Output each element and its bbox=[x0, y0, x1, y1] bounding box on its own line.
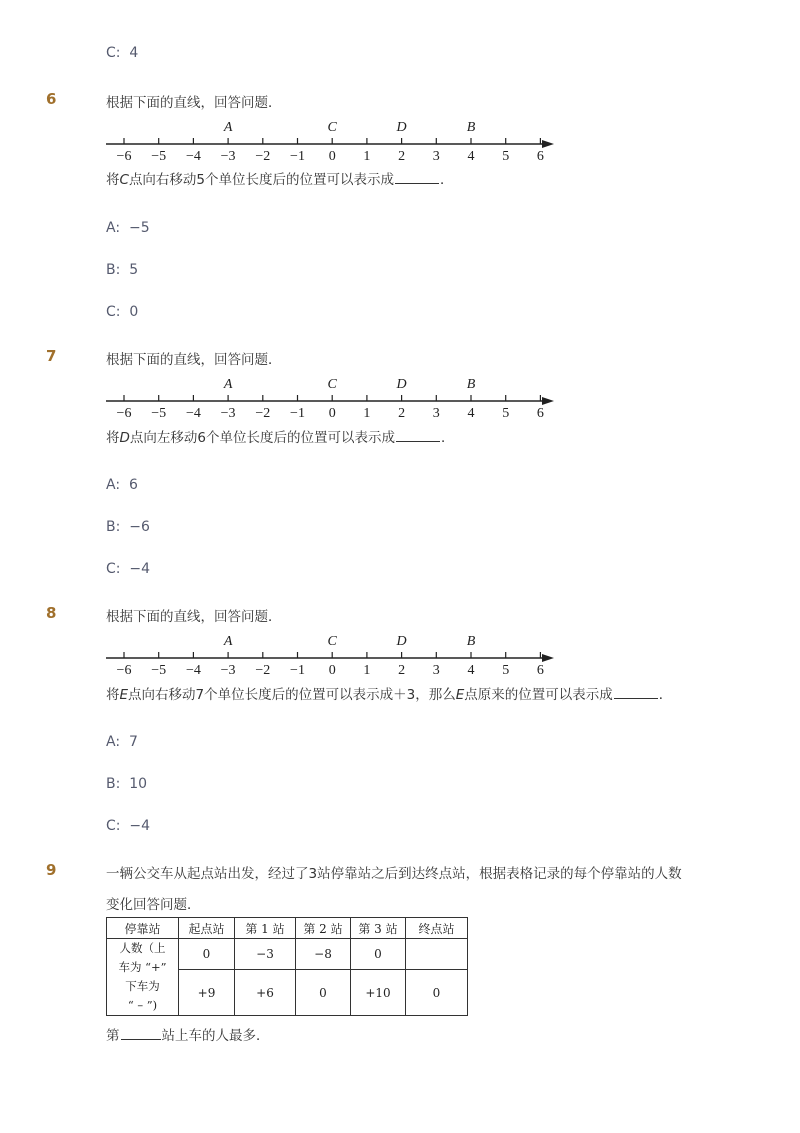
table-row bbox=[107, 939, 468, 970]
answer-blank bbox=[121, 1027, 161, 1040]
option-letter: C: bbox=[106, 45, 121, 61]
option-b[interactable] bbox=[106, 776, 147, 792]
tick-label: −2 bbox=[255, 406, 271, 421]
question-stem bbox=[106, 683, 672, 703]
tick-label: 1 bbox=[363, 406, 371, 421]
option-a[interactable] bbox=[106, 477, 138, 493]
point-label-d: D bbox=[396, 377, 407, 392]
table-cell: 0 bbox=[351, 939, 406, 970]
stem-text: 将 bbox=[106, 430, 120, 446]
table-header-cell: 终点站 bbox=[406, 918, 468, 939]
table-header-cell: 停靠站 bbox=[107, 918, 179, 939]
option-value: 5 bbox=[129, 262, 139, 278]
tick-label: −2 bbox=[255, 663, 271, 678]
question-number: 6 bbox=[46, 90, 57, 108]
tick-label: −6 bbox=[116, 406, 132, 421]
answer-blank bbox=[395, 171, 439, 184]
point-label-d: D bbox=[396, 634, 407, 649]
point-label: E bbox=[119, 687, 129, 703]
table-header-cell: 第 3 站 bbox=[351, 918, 406, 939]
row-label-line: 下车为 bbox=[125, 979, 160, 993]
stem-end: ． bbox=[440, 172, 454, 188]
answer-blank bbox=[396, 429, 440, 442]
number-line bbox=[100, 110, 560, 166]
point-label: C bbox=[119, 172, 129, 188]
point-label-a: A bbox=[223, 634, 233, 649]
tick-label: 4 bbox=[467, 149, 475, 164]
option-value: −5 bbox=[128, 220, 150, 236]
tick-label: −1 bbox=[290, 663, 305, 678]
option-c[interactable] bbox=[106, 304, 138, 320]
point-label-c: C bbox=[327, 120, 337, 135]
option-b[interactable] bbox=[106, 519, 150, 535]
question-answer-line bbox=[106, 1024, 270, 1044]
option-value: −4 bbox=[129, 818, 151, 834]
tick-label: 1 bbox=[363, 663, 371, 678]
stem-end: ． bbox=[441, 430, 455, 446]
option-c-prev bbox=[106, 45, 138, 61]
question-stem bbox=[106, 168, 454, 188]
option-value: 0 bbox=[129, 304, 139, 320]
option-c[interactable] bbox=[106, 818, 150, 834]
point-label-a: A bbox=[223, 120, 233, 135]
table-cell: −3 bbox=[235, 939, 296, 970]
stem-end: ． bbox=[658, 687, 673, 703]
tick-label: −5 bbox=[151, 149, 167, 164]
tick-label: −3 bbox=[220, 663, 236, 678]
option-letter: C: bbox=[106, 304, 121, 320]
question-number: 9 bbox=[46, 861, 57, 879]
row-label-line: 车为 “+” bbox=[118, 960, 167, 974]
point-label-c: C bbox=[327, 377, 337, 392]
question-intro: 根据下面的直线，回答问题． bbox=[106, 95, 282, 111]
arrow-head bbox=[542, 654, 554, 662]
stem-text: 点向右移动5个单位长度后的位置可以表示成 bbox=[128, 172, 395, 188]
tick-label: 6 bbox=[536, 663, 544, 678]
tick-label: 6 bbox=[536, 149, 544, 164]
option-letter: C: bbox=[106, 561, 121, 577]
tick-label: 4 bbox=[467, 663, 475, 678]
point-label-b: B bbox=[466, 120, 476, 135]
tick-label: −4 bbox=[185, 663, 201, 678]
tick-label: −4 bbox=[185, 149, 201, 164]
stem-text: 将 bbox=[106, 687, 120, 703]
option-value: 4 bbox=[129, 45, 139, 61]
tick-label: 5 bbox=[502, 663, 510, 678]
option-value: 7 bbox=[128, 734, 138, 750]
tick-label: 0 bbox=[328, 406, 336, 421]
table-cell: +9 bbox=[179, 970, 235, 1016]
tick-label: −5 bbox=[151, 406, 167, 421]
option-a[interactable] bbox=[106, 734, 138, 750]
table-cell: 0 bbox=[406, 970, 468, 1016]
option-letter: B: bbox=[106, 262, 121, 278]
table-cell: +10 bbox=[351, 970, 406, 1016]
number-line bbox=[100, 367, 560, 423]
tick-label: −5 bbox=[151, 663, 167, 678]
point-label-b: B bbox=[466, 377, 476, 392]
tick-label: −3 bbox=[220, 149, 236, 164]
option-letter: A: bbox=[106, 477, 121, 493]
tick-label: 6 bbox=[536, 406, 544, 421]
table-header-cell: 第 1 站 bbox=[235, 918, 296, 939]
option-a[interactable] bbox=[106, 220, 150, 236]
option-b[interactable] bbox=[106, 262, 138, 278]
option-value: −4 bbox=[129, 561, 151, 577]
table-cell bbox=[406, 939, 468, 970]
question-text-line1: 一辆公交车从起点站出发，经过了3站停靠站之后到达终点站，根据表格记录的每个停靠站的人数 bbox=[106, 866, 682, 882]
stem-text: 站上车的人最多． bbox=[161, 1028, 270, 1044]
bus-stop-table bbox=[106, 917, 468, 1016]
question-stem bbox=[106, 426, 455, 446]
question-intro: 根据下面的直线，回答问题． bbox=[106, 352, 282, 368]
tick-label: 5 bbox=[502, 149, 510, 164]
table-cell: −8 bbox=[296, 939, 351, 970]
question-number: 8 bbox=[46, 604, 57, 622]
tick-label: −6 bbox=[116, 663, 132, 678]
number-line bbox=[100, 624, 560, 680]
tick-label: 3 bbox=[432, 663, 440, 678]
table-cell: 0 bbox=[179, 939, 235, 970]
tick-label: 1 bbox=[363, 149, 371, 164]
table-cell: 0 bbox=[296, 970, 351, 1016]
stem-text: 点向右移动7个单位长度后的位置可以表示成＋3，那么 bbox=[128, 687, 456, 703]
tick-label: −4 bbox=[185, 406, 201, 421]
answer-blank bbox=[614, 686, 658, 699]
tick-label: 2 bbox=[398, 663, 406, 678]
tick-label: 2 bbox=[398, 406, 406, 421]
option-letter: A: bbox=[106, 734, 121, 750]
question-intro: 根据下面的直线，回答问题． bbox=[106, 609, 282, 625]
tick-label: −1 bbox=[290, 149, 305, 164]
question-number: 7 bbox=[46, 347, 57, 365]
point-label: E bbox=[455, 687, 465, 703]
tick-label: 2 bbox=[398, 149, 406, 164]
question-text-line2: 变化回答问题． bbox=[106, 897, 201, 913]
point-label-c: C bbox=[327, 634, 337, 649]
tick-label: 3 bbox=[432, 406, 440, 421]
table-header-cell: 起点站 bbox=[179, 918, 235, 939]
table-header-cell: 第 2 站 bbox=[296, 918, 351, 939]
option-value: −6 bbox=[129, 519, 150, 535]
point-label-d: D bbox=[396, 120, 407, 135]
stem-text: 点向左移动6个单位长度后的位置可以表示成 bbox=[129, 430, 395, 446]
tick-label: −3 bbox=[220, 406, 236, 421]
tick-label: 3 bbox=[432, 149, 440, 164]
option-value: 6 bbox=[128, 477, 138, 493]
option-value: 10 bbox=[129, 776, 148, 792]
arrow-head bbox=[542, 397, 554, 405]
table-header-row bbox=[107, 918, 468, 939]
stem-text: 第 bbox=[106, 1028, 120, 1044]
arrow-head bbox=[542, 140, 554, 148]
tick-label: 0 bbox=[328, 149, 336, 164]
option-letter: C: bbox=[106, 818, 121, 834]
tick-label: 0 bbox=[328, 663, 336, 678]
tick-label: −2 bbox=[255, 149, 271, 164]
row-label-line: “ – ”) bbox=[127, 998, 158, 1012]
option-letter: A: bbox=[106, 220, 121, 236]
tick-label: 4 bbox=[467, 406, 475, 421]
tick-label: 5 bbox=[502, 406, 510, 421]
point-label-b: B bbox=[466, 634, 476, 649]
point-label-a: A bbox=[223, 377, 233, 392]
table-cell: +6 bbox=[235, 970, 296, 1016]
stem-text: 将 bbox=[106, 172, 120, 188]
stem-text: 点原来的位置可以表示成 bbox=[464, 687, 613, 703]
row-label-cell bbox=[107, 939, 179, 1016]
tick-label: −1 bbox=[290, 406, 305, 421]
tick-label: −6 bbox=[116, 149, 132, 164]
option-letter: B: bbox=[106, 776, 121, 792]
option-letter: B: bbox=[106, 519, 121, 535]
row-label-line: 人数（上 bbox=[119, 941, 166, 955]
option-c[interactable] bbox=[106, 561, 150, 577]
point-label: D bbox=[119, 430, 130, 446]
